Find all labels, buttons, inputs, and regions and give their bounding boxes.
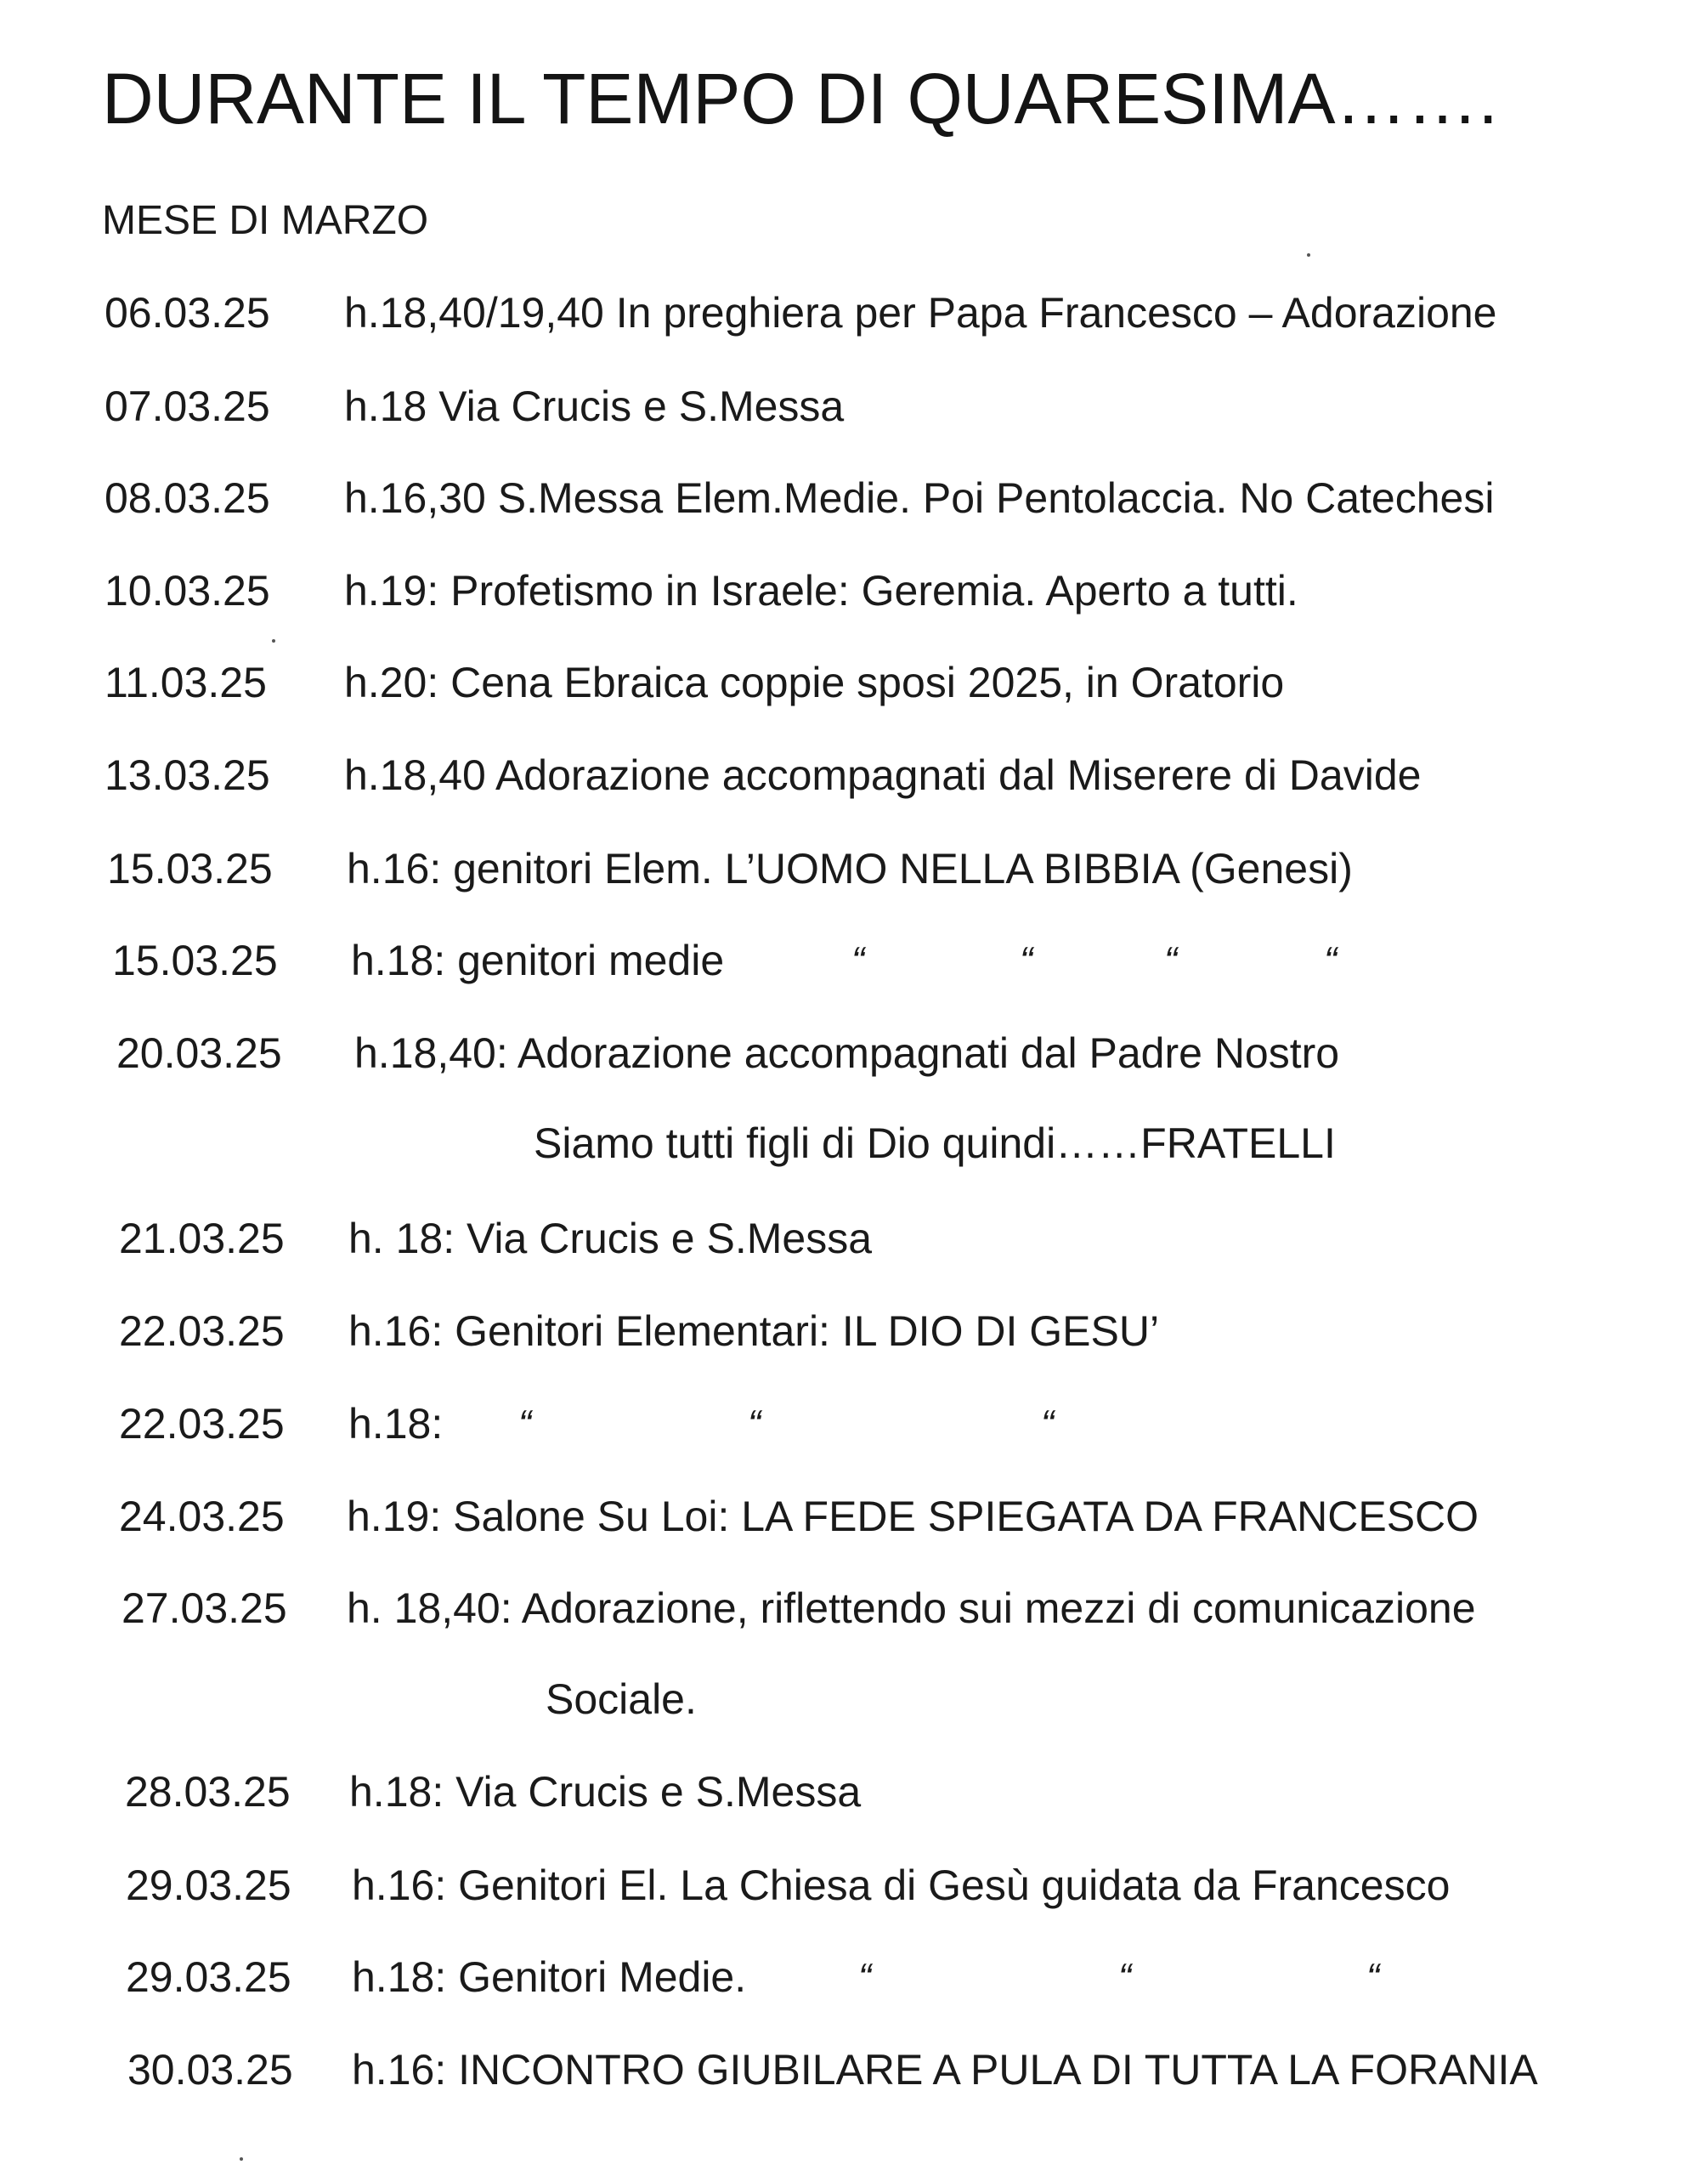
ditto-mark: “ — [1324, 938, 1338, 983]
event-text: h.20: Cena Ebraica coppie sposi 2025, in Oratorio — [344, 659, 1285, 706]
event-text: h. 18,40: Adorazione, riflettendo sui mezzi di comunicazione — [347, 1584, 1476, 1632]
event-text: h.19: Profetismo in Israele: Geremia. Aperto a tutti. — [344, 567, 1298, 615]
ditto-mark: “ — [748, 1402, 761, 1446]
event-date: 10.03.25 — [105, 567, 270, 615]
event-row — [119, 1301, 1160, 1361]
event-row — [126, 1856, 1451, 1915]
event-date: 11.03.25 — [105, 659, 267, 706]
event-date: 27.03.25 — [122, 1584, 287, 1632]
event-text: h.18,40 Adorazione accompagnati dal Miserere di Davide — [344, 751, 1422, 799]
scan-speck — [272, 639, 275, 643]
event-date: 21.03.25 — [119, 1215, 285, 1262]
event-row — [119, 1394, 1055, 1454]
month-heading: MESE DI MARZO — [102, 198, 429, 243]
ditto-mark: “ — [858, 1955, 872, 1999]
event-date: 06.03.25 — [105, 289, 270, 337]
event-text: h.18,40/19,40 In preghiera per Papa Francesco – Adorazione — [344, 289, 1497, 337]
event-date: 15.03.25 — [112, 937, 278, 984]
event-date: 22.03.25 — [119, 1400, 285, 1448]
event-text: h. 18: Via Crucis e S.Messa — [348, 1215, 873, 1262]
ditto-mark: “ — [1164, 938, 1178, 983]
event-row — [105, 283, 1497, 343]
event-date: 29.03.25 — [126, 1953, 291, 2001]
event-text: h.18 Via Crucis e S.Messa — [344, 382, 845, 430]
ditto-mark: “ — [1020, 938, 1033, 983]
event-row — [107, 839, 1353, 898]
event-row — [105, 745, 1422, 805]
event-date: 24.03.25 — [119, 1493, 285, 1540]
event-date: 15.03.25 — [107, 845, 273, 892]
event-row — [112, 931, 1338, 990]
event-row — [105, 653, 1285, 712]
event-row — [116, 1023, 1340, 1083]
event-row — [105, 468, 1495, 528]
ditto-mark: “ — [1041, 1402, 1055, 1446]
event-text: h.16: genitori Elem. L’UOMO NELLA BIBBIA (Genesi) — [347, 845, 1353, 892]
event-date: 30.03.25 — [127, 2046, 293, 2094]
ditto-mark: “ — [1118, 1955, 1132, 1999]
event-date: 08.03.25 — [105, 474, 270, 522]
event-row — [119, 1487, 1479, 1546]
ditto-mark: “ — [518, 1402, 532, 1446]
event-row — [119, 1209, 873, 1268]
event-text: h.16: Genitori Elementari: IL DIO DI GESU’ — [348, 1307, 1160, 1355]
event-date: 07.03.25 — [105, 382, 270, 430]
event-date: 22.03.25 — [119, 1307, 285, 1355]
event-continuation: Sociale. — [546, 1675, 697, 1723]
scan-speck — [1307, 253, 1310, 257]
event-row — [105, 377, 845, 436]
event-continuation: Siamo tutti figli di Dio quindi……FRATELLI — [534, 1119, 1336, 1167]
event-date: 28.03.25 — [125, 1768, 291, 1816]
event-date: 13.03.25 — [105, 751, 270, 799]
event-row — [125, 1762, 862, 1822]
event-date: 20.03.25 — [116, 1029, 282, 1077]
event-text: h.19: Salone Su Loi: LA FEDE SPIEGATA DA FRANCESCO — [347, 1493, 1479, 1540]
event-row — [127, 2040, 1538, 2100]
event-row — [126, 1947, 1380, 2007]
event-text: h.18: genitori medie — [351, 937, 725, 984]
event-text: h.16: INCONTRO GIUBILARE A PULA DI TUTTA LA FORANIA — [352, 2046, 1538, 2094]
document-title: DURANTE IL TEMPO DI QUARESIMA……. — [102, 59, 1498, 139]
event-text: h.16,30 S.Messa Elem.Medie. Poi Pentolaccia. No Catechesi — [344, 474, 1495, 522]
event-text: h.18,40: Adorazione accompagnati dal Padre Nostro — [354, 1029, 1340, 1077]
event-text: h.16: Genitori El. La Chiesa di Gesù guidata da Francesco — [352, 1862, 1451, 1909]
event-text: h.18: — [348, 1400, 444, 1448]
ditto-mark: “ — [851, 938, 865, 983]
event-text: h.18: Via Crucis e S.Messa — [349, 1768, 862, 1816]
ditto-mark: “ — [1366, 1955, 1380, 1999]
event-row — [105, 561, 1298, 620]
event-date: 29.03.25 — [126, 1862, 291, 1909]
event-text: h.18: Genitori Medie. — [352, 1953, 747, 2001]
event-row — [122, 1578, 1476, 1638]
scan-speck — [240, 2157, 243, 2161]
